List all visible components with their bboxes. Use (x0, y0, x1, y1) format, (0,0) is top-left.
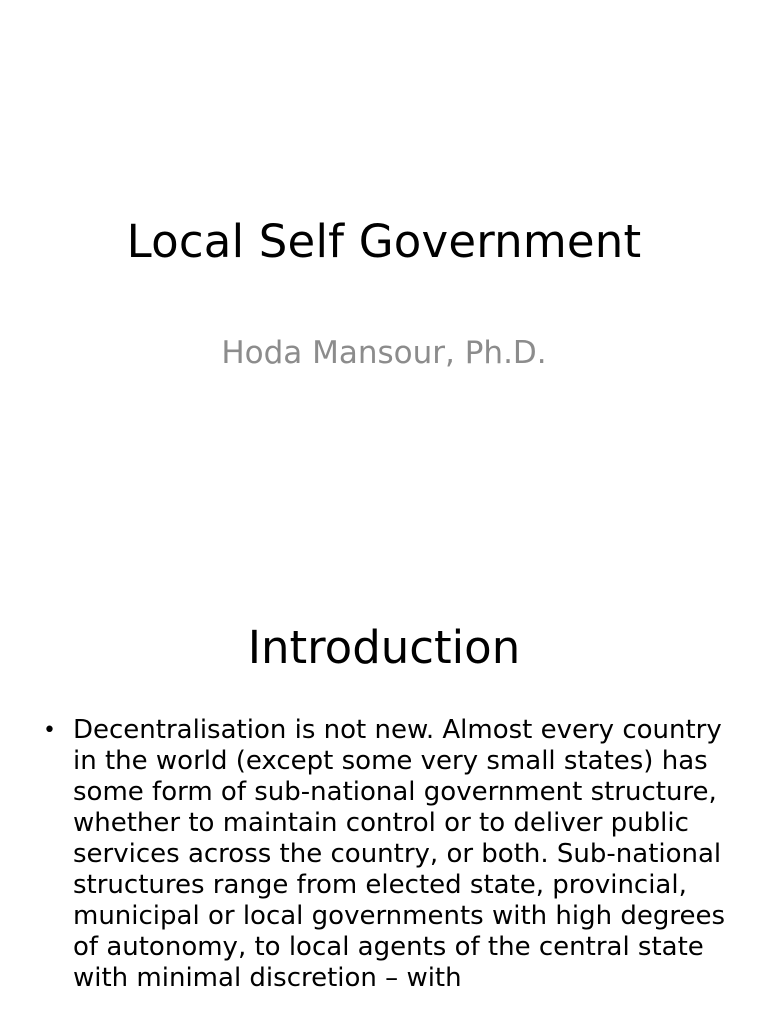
bullet-item (0, 715, 768, 994)
slide-subtitle-author: Hoda Mansour, Ph.D. (221, 335, 547, 371)
bullet-list (0, 715, 768, 994)
slide-heading: Introduction (247, 621, 521, 674)
bullet-text: Decentralisation is not new. Almost every country in the world (except some very small states) has some form of sub-national government structure, whether to maintain control or to deliver public services across the country, or both. Sub-national structures range from elected state, provincial, municipal or local governments with high degrees of autonomy, to local agents of the central state with minimal discretion – with (73, 715, 726, 993)
slide-title: Local Self Government (126, 215, 642, 268)
slide-introduction (0, 512, 768, 1024)
bullet-icon: • (43, 718, 56, 743)
